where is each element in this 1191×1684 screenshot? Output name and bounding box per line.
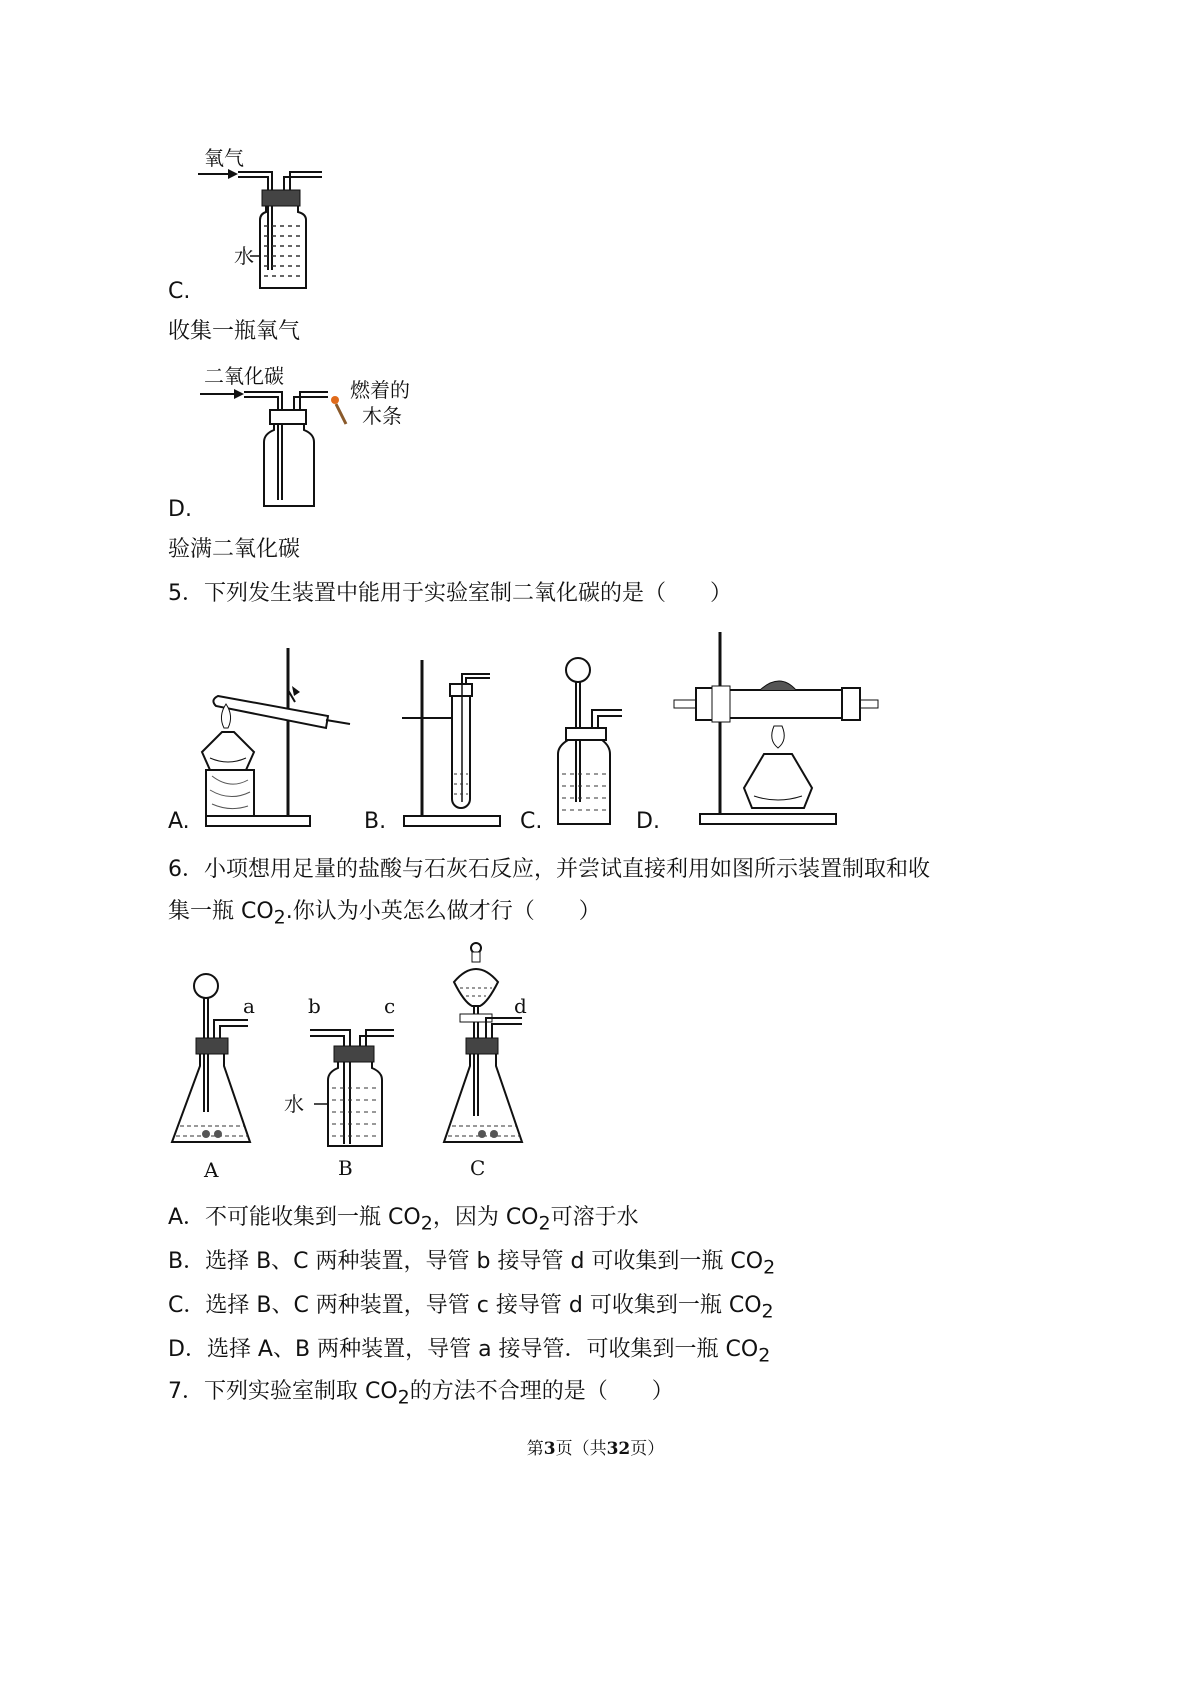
q5-stem: 5．下列发生装置中能用于实验室制二氧化碳的是（ ）: [168, 581, 732, 606]
label-burning-stick-1: 燃着的: [350, 378, 410, 402]
q5-letter-a: A.: [168, 809, 190, 834]
label-tube-d: d: [514, 994, 527, 1018]
q6-stem-line2: 集一瓶 $CO_2$.你认为小英怎么做才行（ ）: [168, 899, 601, 929]
label-burning-stick-2: 木条: [362, 404, 402, 428]
caption-fig-b: B: [338, 1156, 353, 1180]
label-water-b: 水: [284, 1092, 304, 1116]
label-co2: 二氧化碳: [204, 364, 284, 388]
co2-full-test-figure: [190, 380, 350, 512]
flask-c-figure: [438, 940, 538, 1156]
apparatus-b-figure: [396, 656, 506, 830]
option-d-letter: D.: [168, 497, 192, 522]
q7-stem: 7．下列实验室制取 $CO_2$的方法不合理的是（ ）: [168, 1379, 674, 1409]
q5-letter-c: C.: [520, 809, 543, 834]
gas-bottle-water-figure: [190, 160, 340, 295]
page-footer: 第3页（共32页）: [526, 1439, 665, 1459]
caption-fig-a: A: [204, 1158, 219, 1182]
q6-option-c: C．选择 B、C 两种装置，导管 c 接导管 d 可收集到一瓶 $CO_2$: [168, 1293, 774, 1323]
apparatus-c-figure: [552, 656, 632, 828]
option-c-letter: C.: [168, 279, 191, 304]
q6-option-b: B．选择 B、C 两种装置，导管 b 接导管 d 可收集到一瓶 $CO_2$: [168, 1249, 776, 1279]
q5-letter-d: D.: [636, 809, 660, 834]
apparatus-d-figure: [672, 628, 882, 830]
q5-letter-b: B.: [364, 809, 387, 834]
caption-fig-c: C: [470, 1156, 486, 1180]
label-tube-a: a: [243, 994, 255, 1018]
q6-option-d: D．选择 A、B 两种装置，导管 a 接导管．可收集到一瓶 $CO_2$: [168, 1337, 771, 1367]
apparatus-a-figure: [200, 640, 360, 830]
q6-option-a: A．不可能收集到一瓶 $CO_2$，因为 $CO_2$可溶于水: [168, 1205, 639, 1235]
label-water-c: 水: [234, 244, 254, 268]
label-tube-b: b: [308, 994, 321, 1018]
label-tube-c: c: [384, 994, 396, 1018]
label-oxygen: 氧气: [204, 146, 244, 170]
option-c-caption: 收集一瓶氧气: [168, 319, 301, 344]
flask-a-figure: [166, 970, 266, 1156]
bottle-b-figure: [306, 1020, 406, 1150]
q6-stem-line1: 6．小项想用足量的盐酸与石灰石反应，并尝试直接利用如图所示装置制取和收: [168, 857, 930, 882]
option-d-caption: 验满二氧化碳: [168, 537, 301, 562]
